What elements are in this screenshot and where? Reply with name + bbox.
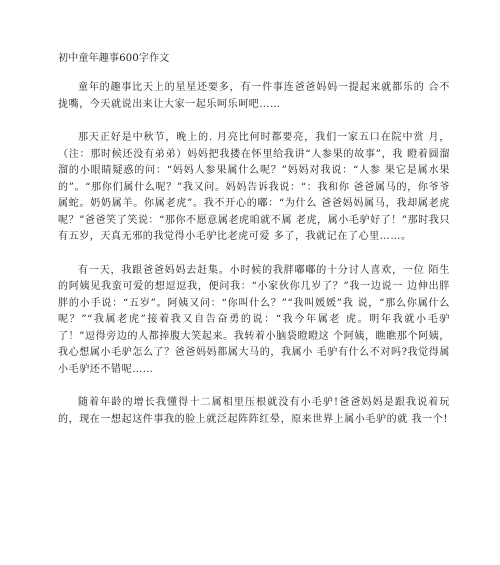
paragraph-ending: 随着年龄的增长我懂得十二属相里压根就没有小毛驴!爸爸妈妈是跟我说着玩的，现在一想起这件事我的脸上就泛起阵阵红晕，原来世界上属小毛驴的就 我一个! (58, 397, 450, 425)
paragraph-mid-autumn: 那天正好是中秋节，晚上的. 月亮比何时都要亮，我们一家五口在院中赏 月，（注：那时候还没有弟弟）妈妈把我搂在怀里给我讲“人参果的故事”，我 瞪着圆溜溜的小眼睛疑惑的问：“妈妈人参果属什么呢？”妈妈对我说：“人参 果它是属水果的”。“那你们属什么呢？”我又问。妈妈告诉我说：“：我和你 爸爸属马的，你爷爷属蛇。奶奶属羊。你属老虎”。我不开心的嘟：“为什么 爸爸妈妈属马，我却属老虎呢？”爸爸笑了笑说：“那你不愿意属老虎咱就不属 老虎，属小毛驴好了！”那时我只有五岁，天真无邪的我觉得小毛驴比老虎可爱 多了，我就记在了心里……。 (58, 132, 450, 242)
paragraph-market: 有一天，我跟爸爸妈妈去赶集。小时候的我胖嘟嘟的十分讨人喜欢，一位 陌生的阿姨见我蛮可爱的想逗逗我，便问我：“小家伙你几岁了？”我一边说一 边伸出胖胖的小手说：“五岁”。阿姨又问：“你叫什么？”“我叫媛媛”我 说，“那么你属什么呢？”“我属老虎”接着我又自告奋勇的说：“我今年属老 虎。明年我就小毛驴了！”逗得旁边的人都捧腹大笑起来。我转着小脑袋瞪瞪这 个阿姨，瞧瞧那个阿姨，我心想属小毛驴怎么了？爸爸妈妈都属大马的，我属小 毛驴有什么不对吗?我觉得属小毛驴还不错呢…… (58, 264, 450, 375)
paragraph-intro: 童年的趣事比天上的星星还要多，有一件事连爸爸妈妈一提起来就都乐的 合不拢嘴，今天就说出来让大家一起乐呵乐呵吧…… (58, 82, 450, 110)
document-title: 初中童年趣事600字作文 (58, 53, 170, 64)
document-page (58, 52, 450, 445)
